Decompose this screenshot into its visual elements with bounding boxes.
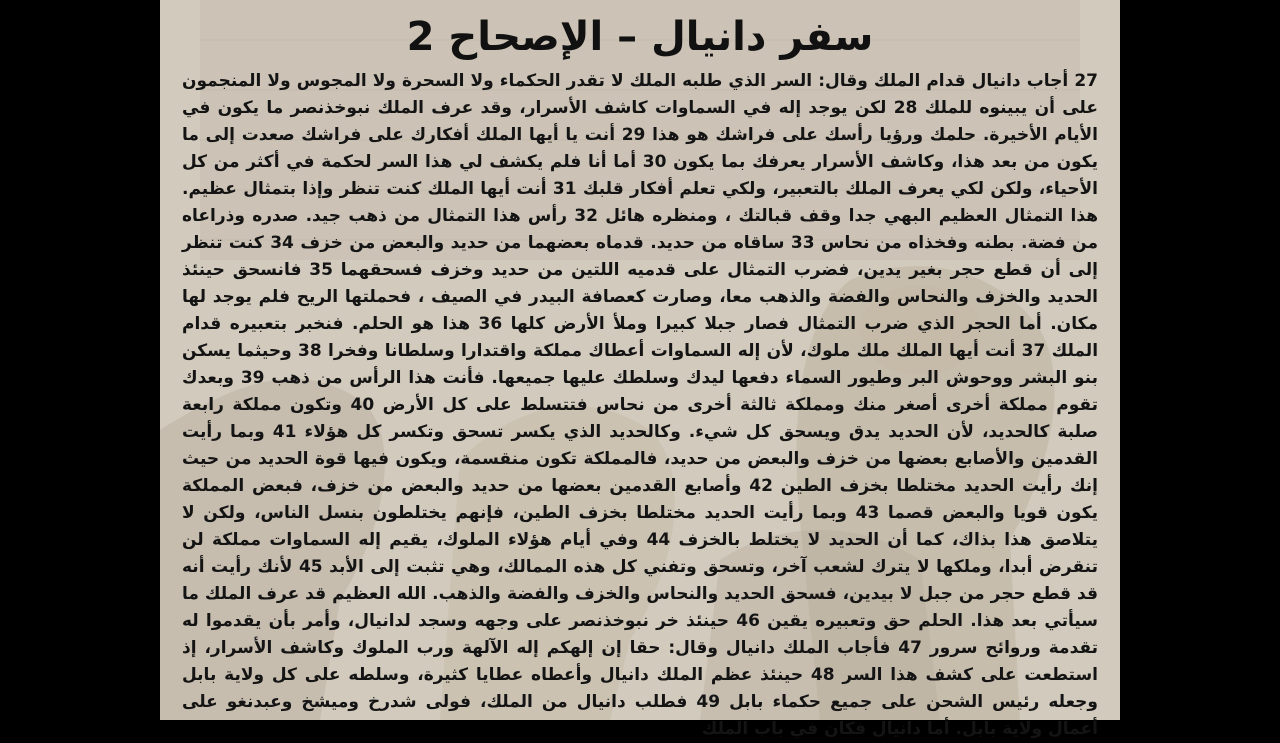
scripture-body: 27 أجاب دانيال قدام الملك وقال: السر الذي طلبه الملك لا تقدر الحكماء ولا السحرة ولا المجوس ولا المنجمون على أن يبينوه للملك 28 لكن يوجد إله في السماوات كاشف الأسرار، وقد عرف الملك نبوخذنصر ما يكون في الأيام الأخيرة. حلمك ورؤيا رأسك على فراشك هو هذا 29 أنت يا أيها الملك أفكارك على فراشك صعدت إلى ما يكون من بعد هذا، وكاشف الأسرار يعرفك بما يكون 30 أما أنا فلم يكشف لي هذا السر لحكمة في أكثر من كل الأحياء، ولكن لكي يعرف الملك بالتعبير، ولكي تعلم أفكار قلبك 31 أنت أيها الملك كنت تنظر وإذا بتمثال عظيم. هذا التمثال العظيم البهي جدا وقف قبالتك ، ومنظره هائل 32 رأس هذا التمثال من ذهب جيد. صدره وذراعاه من فضة. بطنه وفخذاه من نحاس 33 ساقاه من حديد. قدماه بعضهما من حديد والبعض من خزف 34 كنت تنظر إلى أن قطع حجر بغير يدين، فضرب التمثال على قدميه اللتين من حديد وخزف فسحقهما 35 فانسحق حينئذ الحديد والخزف والنحاس والفضة والذهب معا، وصارت كعصافة البيدر في الصيف ، فحملتها الريح فلم يوجد لها مكان. أما الحجر الذي ضرب التمثال فصار جبلا كبيرا وملأ الأرض كلها 36 هذا هو الحلم. فنخبر بتعبيره قدام الملك 37 أنت أيها الملك ملك ملوك، لأن إله السماوات أعطاك مملكة واقتدارا وسلطانا وفخرا 38 وحيثما يسكن بنو البشر ووحوش البر وطيور السماء دفعها ليدك وسلطك عليها جميعها. فأنت هذا الرأس من ذهب 39 وبعدك تقوم مملكة أخرى أصغر منك ومملكة ثالثة أخرى من نحاس فتتسلط على كل الأرض 40 وتكون مملكة رابعة صلبة كالحديد، لأن الحديد يدق ويسحق كل شيء. وكالحديد الذي يكسر تسحق وتكسر كل هؤلاء 41 وبما رأيت القدمين والأصابع بعضها من خزف والبعض من حديد، فالمملكة تكون منقسمة، ويكون فيها قوة الحديد من حيث إنك رأيت الحديد مختلطا بخزف الطين 42 وأصابع القدمين بعضها من حديد والبعض من خزف، فبعض المملكة يكون قويا والبعض قصما 43 وبما رأيت الحديد مختلطا بخزف الطين، فإنهم يختلطون بنسل الناس، ولكن لا يتلاصق هذا بذاك، كما أن الحديد لا يختلط بالخزف 44 وفي أيام هؤلاء الملوك، يقيم إله السماوات مملكة لن تنقرض أبدا، وملكها لا يترك لشعب آخر، وتسحق وتفني كل هذه الممالك، وهي تثبت إلى الأبد 45 لأنك رأيت أنه قد قطع حجر من جبل لا بيدين، فسحق الحديد والنحاس والخزف والفضة والذهب. الله العظيم قد عرف الملك ما سيأتي بعد هذا. الحلم حق وتعبيره يقين 46 حينئذ خر نبوخذنصر على وجهه وسجد لدانيال، وأمر بأن يقدموا له تقدمة وروائح سرور 47 فأجاب الملك دانيال وقال: حقا إن إلهكم إله الآلهة ورب الملوك وكاشف الأسرار، إذ استطعت على كشف هذا السر 48 حينئذ عظم الملك دانيال وأعطاه عطايا كثيرة، وسلطه على كل ولاية بابل وجعله رئيس الشحن على جميع حكماء بابل 49 فطلب دانيال من الملك، فولى شدرخ وميشخ وعبدنغو على أعمال ولاية بابل. أما دانيال فكان في باب الملك — [182, 71, 1099, 739]
slide-title: سفر دانيال – الإصحاح 2 — [406, 14, 874, 60]
slide — [160, 0, 1120, 739]
